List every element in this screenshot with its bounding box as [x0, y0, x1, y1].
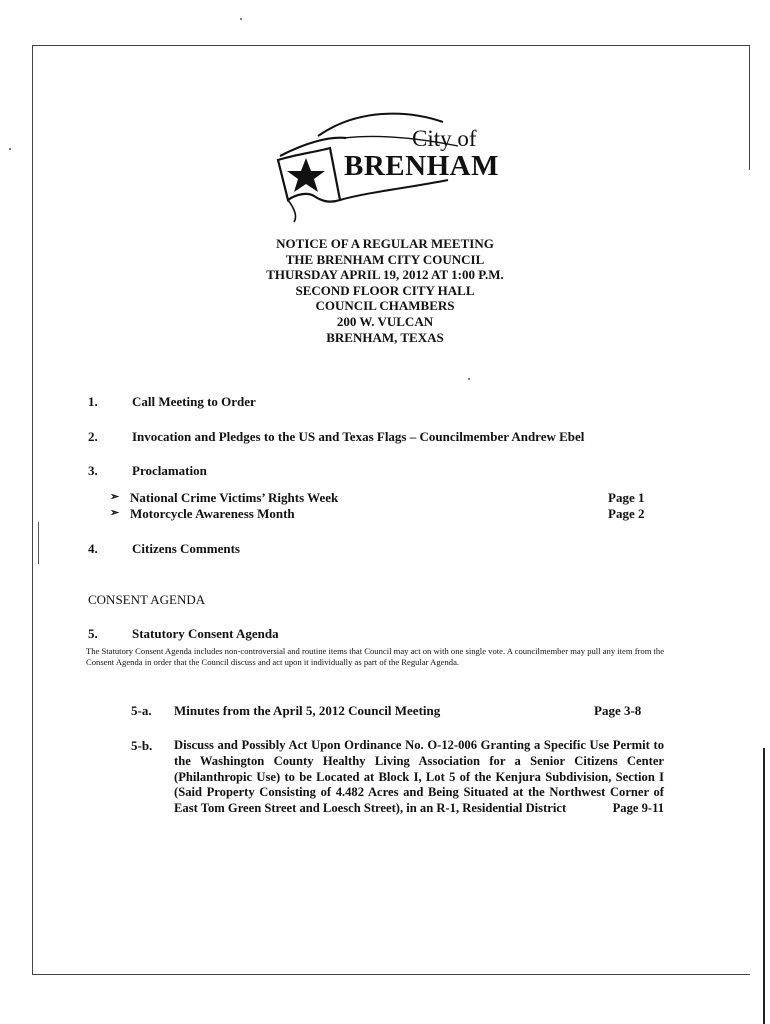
- page-reference: Page 9-11: [612, 801, 664, 816]
- logo-text-brenham: BRENHAM: [344, 150, 499, 182]
- agenda-item-number: 5.: [88, 626, 98, 641]
- arrow-bullet-icon: ➢: [110, 491, 120, 503]
- agenda-item-label: Call Meeting to Order: [132, 394, 256, 409]
- notice-title: NOTICE OF A REGULAR MEETING: [276, 236, 494, 251]
- agenda-item-label: Proclamation: [132, 463, 207, 478]
- subitem-number: 5-a.: [131, 703, 152, 718]
- proclamation-label: National Crime Victims’ Rights Week: [130, 490, 339, 505]
- arrow-bullet-icon: ➢: [110, 507, 120, 519]
- subitem-number: 5-b.: [131, 738, 153, 753]
- subitem-label: Minutes from the April 5, 2012 Council Meeting: [174, 703, 441, 718]
- subitem-description: [174, 738, 664, 817]
- scan-speck: [9, 148, 11, 150]
- agenda-item-number: 1.: [88, 394, 98, 409]
- scan-edge-shadow: [763, 748, 765, 1024]
- scan-speck: [468, 378, 470, 380]
- notice-address: 200 W. VULCAN: [336, 313, 434, 329]
- agenda-item-label: Citizens Comments: [132, 541, 240, 556]
- scan-speck: [240, 18, 242, 20]
- meeting-notice-header: [150, 236, 620, 345]
- notice-city: BRENHAM, TEXAS: [326, 329, 444, 345]
- notice-room: COUNCIL CHAMBERS: [315, 298, 455, 314]
- agenda-item-number: 3.: [88, 463, 98, 478]
- page-border-bottom: [32, 974, 750, 975]
- notice-council: THE BRENHAM CITY COUNCIL: [285, 251, 485, 267]
- page-border-left: [32, 45, 33, 974]
- consent-agenda-heading: CONSENT AGENDA: [88, 592, 206, 607]
- agenda-item-label: Invocation and Pledges to the US and Texas Flags – Councilmember Andrew Ebel: [132, 429, 585, 444]
- proclamation-label: Motorcycle Awareness Month: [130, 506, 295, 521]
- logo-text-city-of: City of: [412, 126, 477, 151]
- page-reference: Page 3-8: [594, 703, 642, 718]
- consent-agenda-description: The Statutory Consent Agenda includes non-controversial and routine items that Council may act on with one single vote. A councilmember may pull any item from the Consent Agenda in order that the Council discuss and act upon it individually as part of the Regular Agenda.: [86, 646, 665, 668]
- agenda-item-number: 2.: [88, 429, 98, 444]
- page-reference: Page 1: [608, 490, 645, 505]
- agenda-item-number: 4.: [88, 541, 98, 556]
- notice-location: SECOND FLOOR CITY HALL: [295, 282, 475, 298]
- agenda-item-label: Statutory Consent Agenda: [132, 626, 279, 641]
- scan-margin-mark: [38, 522, 39, 564]
- notice-date-time: THURSDAY APRIL 19, 2012 AT 1:00 P.M.: [266, 267, 504, 283]
- page-reference: Page 2: [608, 506, 645, 521]
- page-border-top: [32, 45, 750, 46]
- subitem-label: Discuss and Possibly Act Upon Ordinance No. O-12-006 Granting a Specific Use Permit to the Washington County Healthy Living Association for a Senior Citizens Center (Philanthropic Use) to be Located at Block I, Lot 5 of the Kenjura Subdivision, Section I (Said Property Consisting of 4.482 Acres and Being Situated at the Northwest Corner of East Tom Green Street and Loesch Street), in an R-1, Residential District: [174, 738, 664, 816]
- page-border-right: [749, 45, 750, 170]
